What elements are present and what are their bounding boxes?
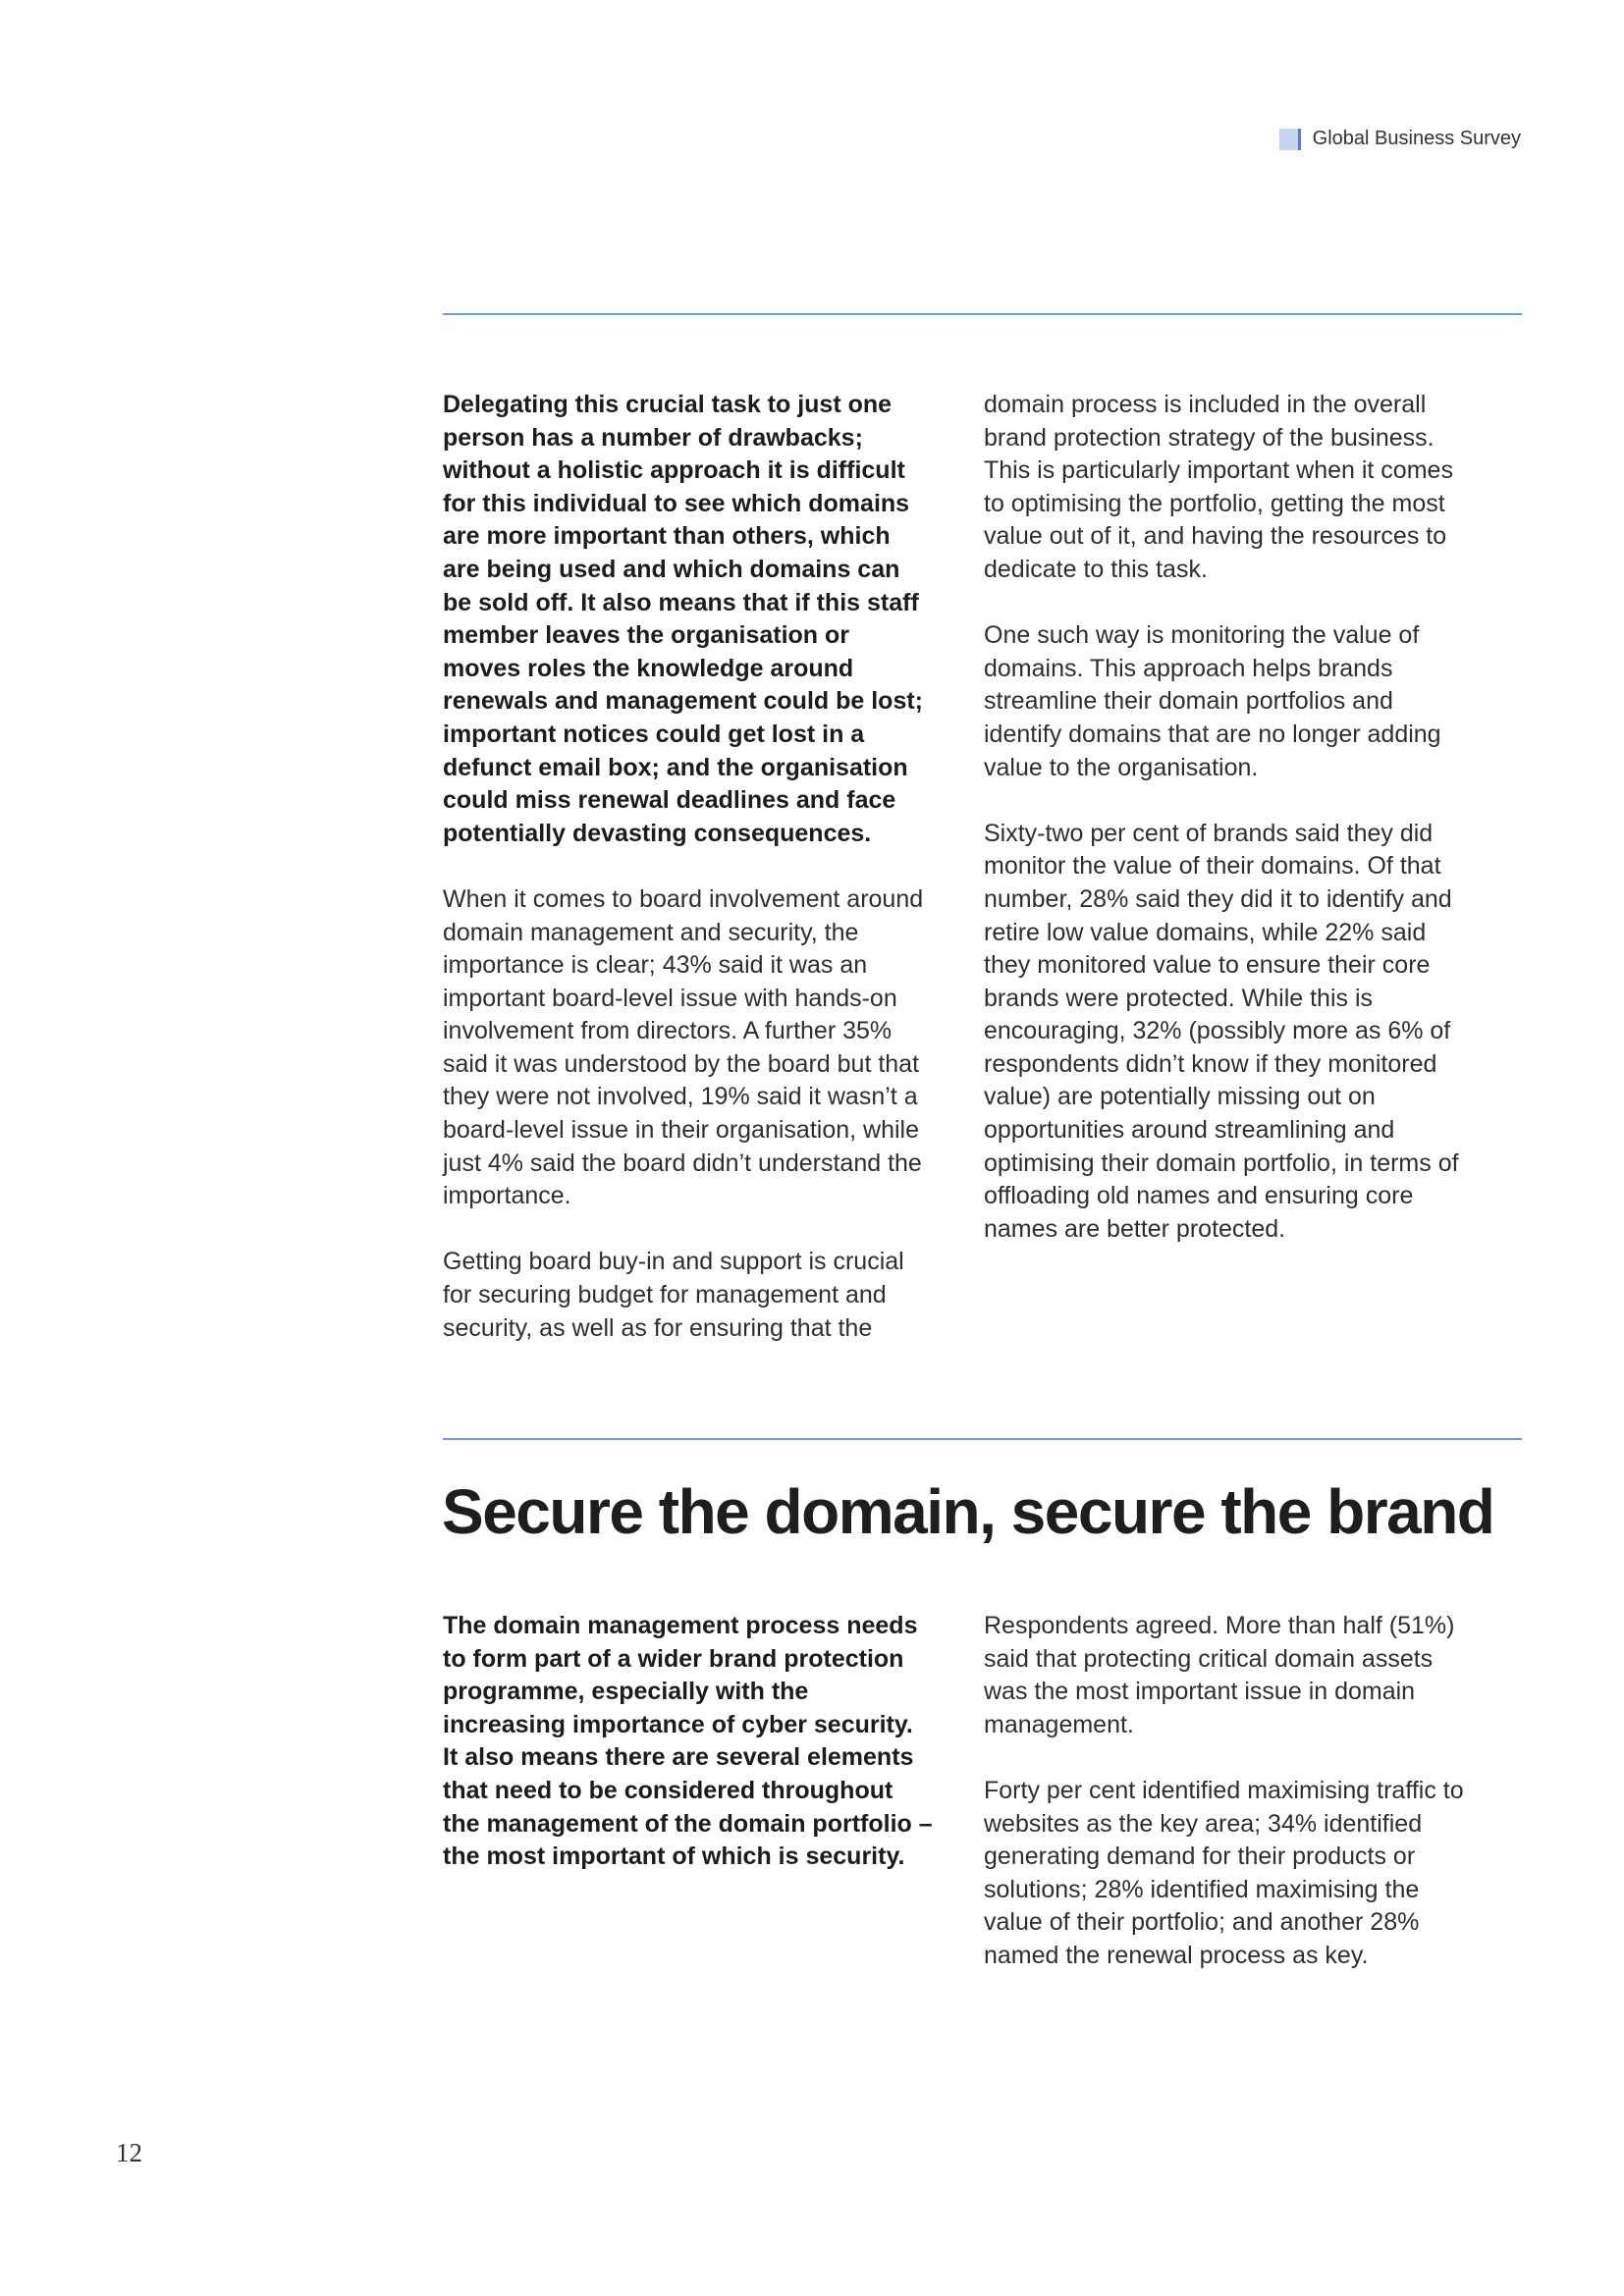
top-divider [443, 313, 1522, 315]
section-divider [443, 1438, 1522, 1440]
section1-right-paragraph-2: One such way is monitoring the value of domains. This approach helps brands streamline their domain portfolios and identify domains that are no longer adding value to the organisation. [984, 621, 1441, 781]
header-label: Global Business Survey [1312, 128, 1521, 149]
section1-left-column [443, 389, 934, 1378]
page-number: 12 [116, 2138, 142, 2167]
section2-right-column [984, 1610, 1475, 2005]
section2-right-paragraph-2: Forty per cent identified maximising traffic to websites as the key area; 34% identified generating demand for their products or solutions; 28% identified maximising the value of their portfolio; and another 28% named the renewal process as key. [984, 1776, 1464, 1969]
section1-right-paragraph-1: domain process is included in the overall brand protection strategy of the business. This is particularly important when it comes to optimising the portfolio, getting the most value out of it, and having the resources to dedicate to this task. [984, 391, 1453, 583]
section2-lead-paragraph: The domain management process needs to form part of a wider brand protection programme, especially with the increasing importance of cyber security. It also means there are several elements that need to be considered throughout the management of the domain portfolio – the most important of which is security. [443, 1612, 933, 1871]
section1-lead-paragraph: Delegating this crucial task to just one person has a number of drawbacks; without a holistic approach it is difficult for this individual to see which domains are more important than others, which are being used and which domains can be sold off. It also means that if this staff member leaves the organisation or moves roles the knowledge around renewals and management could be lost; important notices could get lost in a defunct email box; and the organisation could miss renewal deadlines and face potentially devasting consequences. [443, 391, 924, 847]
section1-left-paragraph-1: When it comes to board involvement around domain management and security, the importance is clear; 43% said it was an important board-level issue with hands-on involvement from directors. A further 35% said it was understood by the board but that they were not involved, 19% said it wasn’t a board-level issue in their organisation, while just 4% said the board didn’t understand the importance. [443, 884, 924, 1210]
section2-right-paragraph-1: Respondents agreed. More than half (51%) said that protecting critical domain assets was the most important issue in domain management. [984, 1612, 1455, 1738]
section1-right-column [984, 389, 1475, 1279]
section1-right-paragraph-3: Sixty-two per cent of brands said they did monitor the value of their domains. Of that number, 28% said they did it to identify and retire low value domains, while 22% said they monitored value to ensure their core brands were protected. While this is encouraging, 32% (possibly more as 6% of respondents didn’t know if they monitored value) are potentially missing out on opportunities around streamlining and optimising their domain portfolio, in terms of offloading old names and ensuring core names are better protected. [984, 819, 1459, 1243]
section1-left-paragraph-2: Getting board buy-in and support is crucial for securing budget for management and security, as well as for ensuring that the [443, 1248, 904, 1342]
section2-left-column [443, 1610, 934, 1906]
section-heading: Secure the domain, secure the brand [442, 1476, 1494, 1547]
header-square-icon [1279, 129, 1301, 150]
running-header [1279, 128, 1521, 150]
